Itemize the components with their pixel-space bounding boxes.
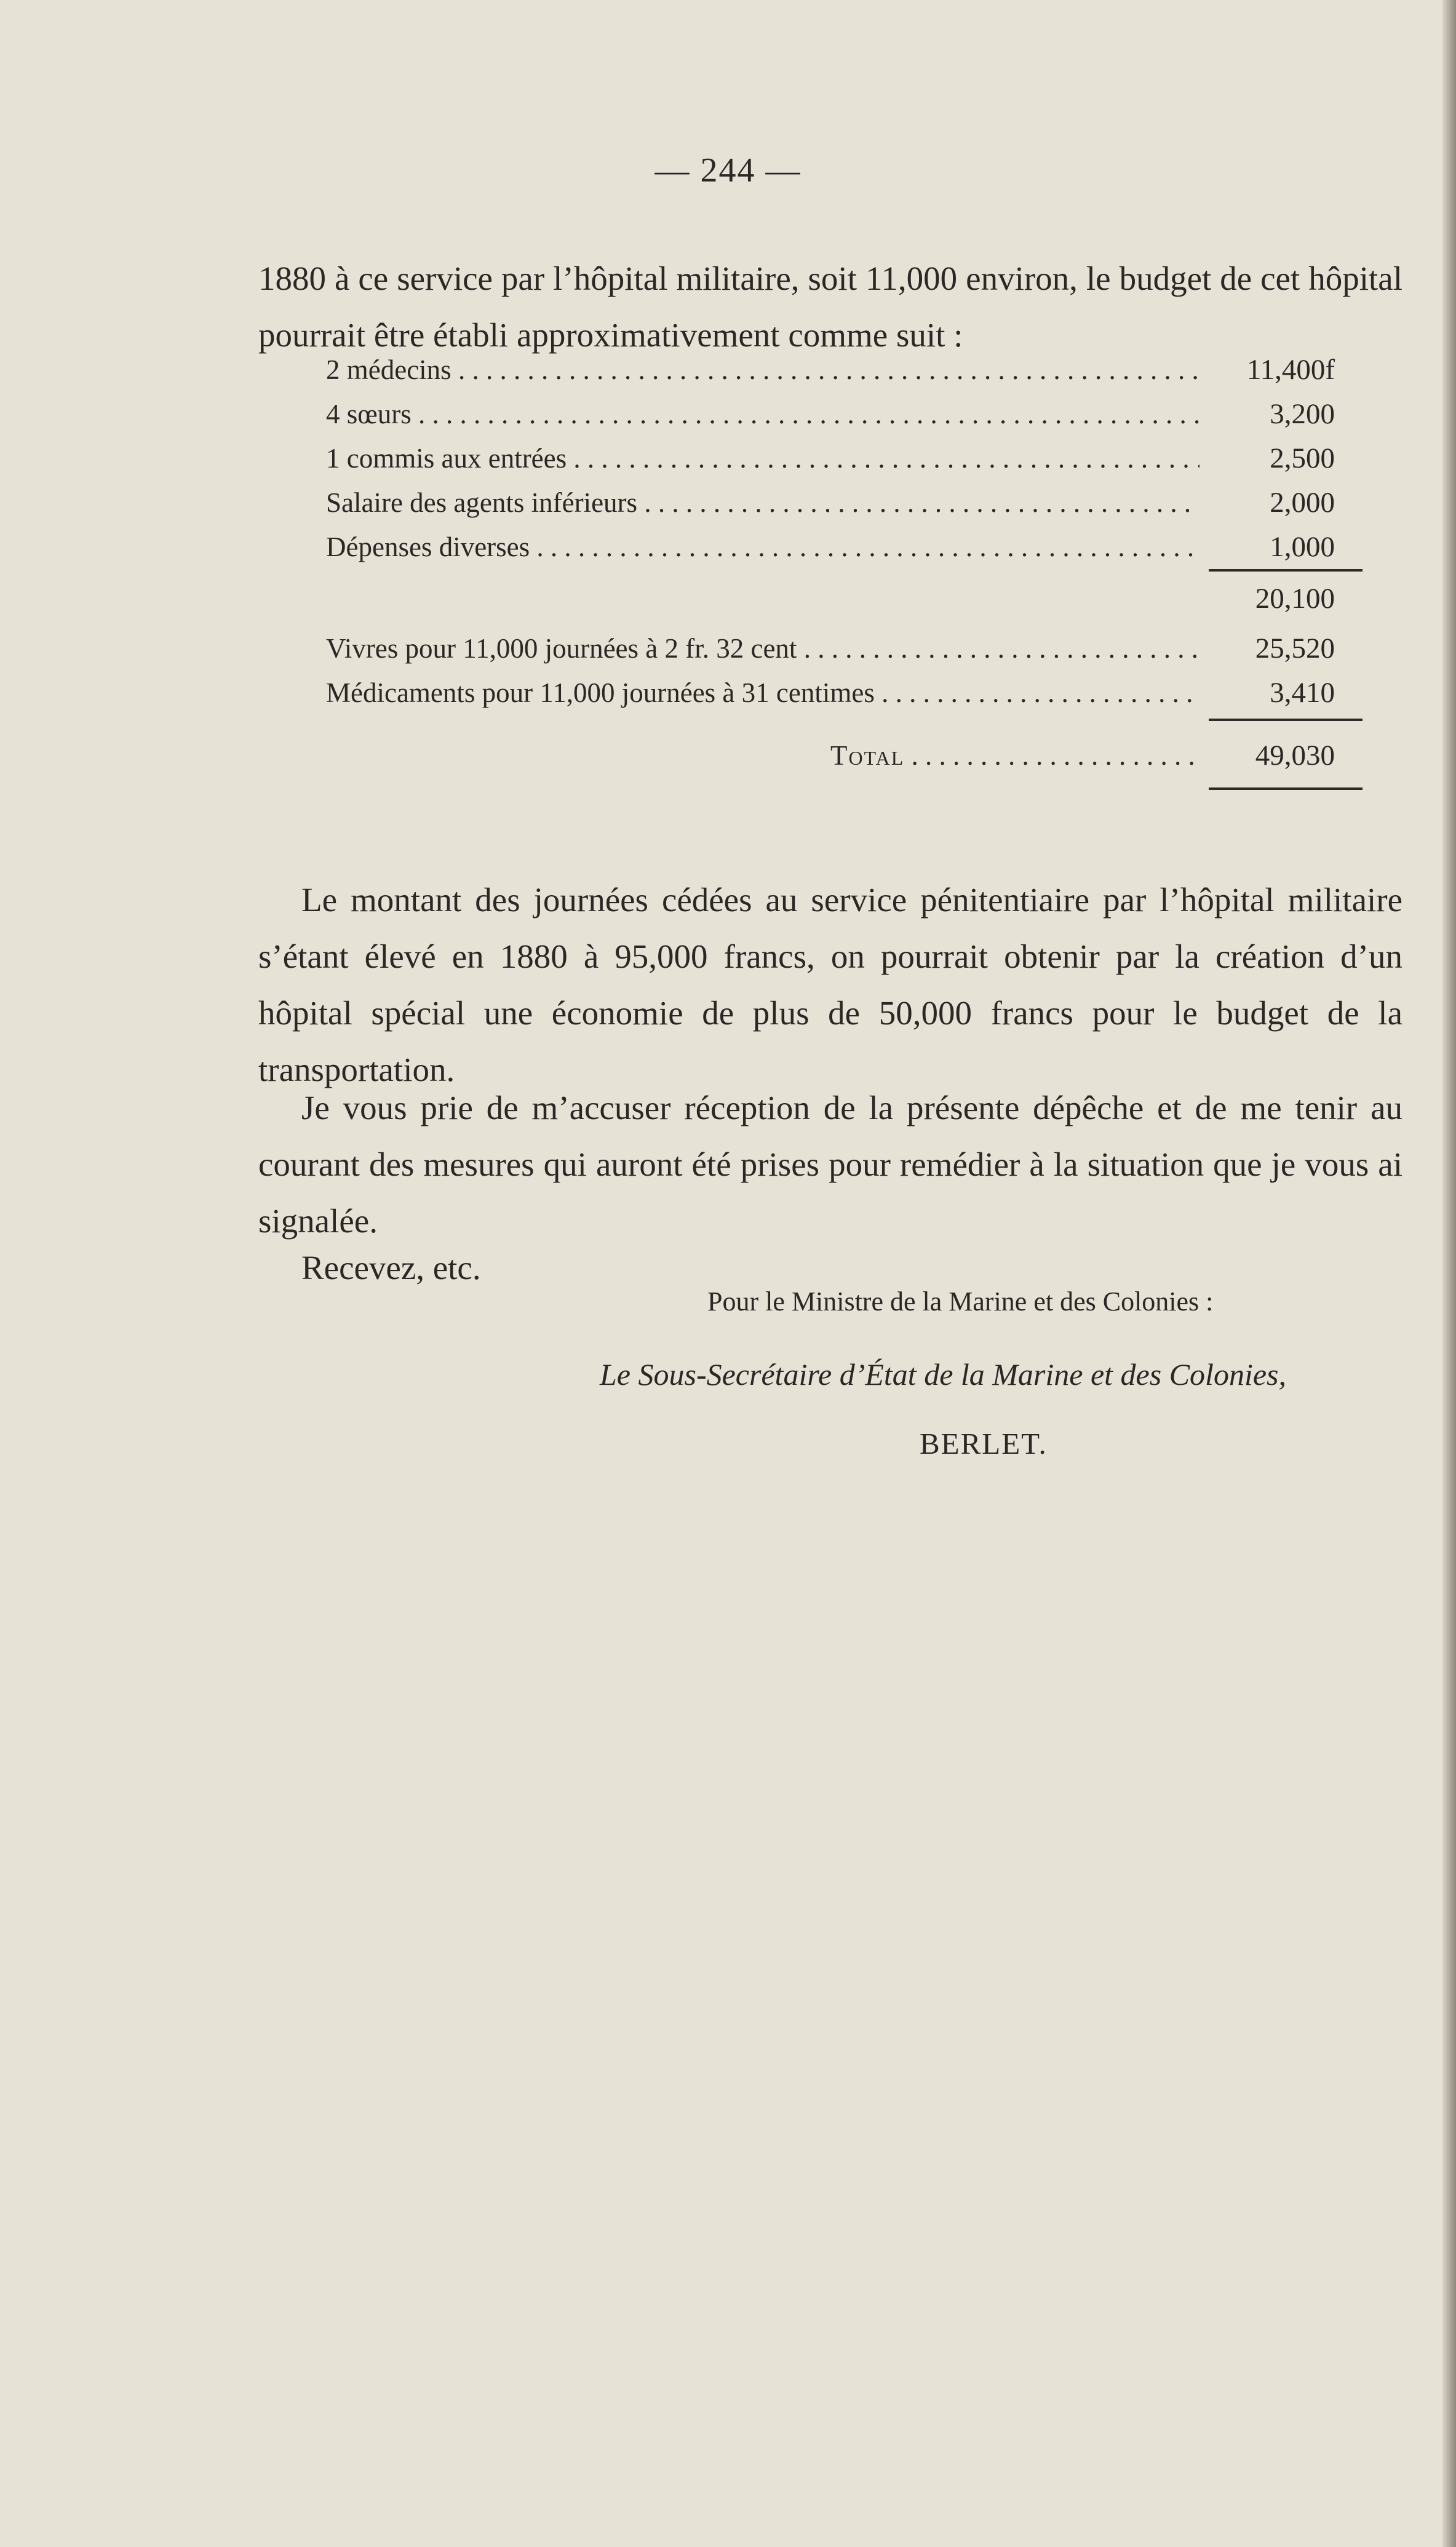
subtotal-amount: 20,100 xyxy=(1255,583,1335,615)
budget-label: 1 commis aux entrées . . . xyxy=(326,436,1199,480)
intro-paragraph: 1880 à ce service par l’hôpital militaire, soit 11,000 environ, le budget de cet hôpital pourrait être établi approximativement comme suit : xyxy=(258,260,1402,354)
subtotal-rule xyxy=(1209,569,1363,572)
total-rule-bottom xyxy=(1209,787,1363,790)
signature-name: BERLET. xyxy=(920,1427,1048,1461)
total-row xyxy=(326,733,1372,778)
closing-line: Recevez, etc. xyxy=(301,1249,481,1286)
budget-label: Vivres pour 11,000 journées à 2 fr. 32 cent . . . xyxy=(326,626,1199,671)
budget-row xyxy=(326,436,1372,480)
budget-label: 4 sœurs . . . xyxy=(326,392,1199,436)
budget-amount: 2,500 xyxy=(1270,442,1335,474)
total-amount: 49,030 xyxy=(1255,739,1335,771)
body-paragraph: Le montant des journées cédées au service pénitentiaire par l’hôpital militaire s’étant élevé en 1880 à 95,000 francs, on pourrait obtenir par la création d’un hôpital spécial une économie de plus de 50,000 francs pour le budget de la transportation. xyxy=(258,881,1402,1088)
total-rule-top xyxy=(1209,719,1363,721)
budget-label: Médicaments pour 11,000 journées à 31 centimes . . . xyxy=(326,671,1199,715)
budget-amount: 2,000 xyxy=(1270,487,1335,519)
budget-row xyxy=(326,348,1372,392)
budget-label: Dépenses diverses . . . xyxy=(326,525,1199,569)
budget-amount: 3,200 xyxy=(1270,398,1335,430)
budget-row xyxy=(326,626,1372,671)
budget-label: 2 médecins . . . xyxy=(326,348,1199,392)
budget-amount: 25,520 xyxy=(1255,632,1335,664)
budget-row xyxy=(326,480,1372,525)
page-number: — 244 — xyxy=(654,151,802,189)
budget-label: Salaire des agents inférieurs . . . xyxy=(326,480,1199,525)
total-label: Total . . . xyxy=(326,733,1199,778)
budget-amount: 1,000 xyxy=(1270,531,1335,563)
budget-row xyxy=(326,525,1372,569)
body-paragraph: Je vous prie de m’accuser réception de la présente dépêche et de me tenir au courant des mesures qui auront été prises pour remédier à la situation que je vous ai signalée. xyxy=(258,1089,1402,1240)
budget-amount: 11,400f xyxy=(1246,354,1335,386)
budget-row xyxy=(326,671,1372,715)
budget-amount: 3,410 xyxy=(1270,677,1335,709)
budget-row xyxy=(326,392,1372,436)
signature-title: Le Sous-Secrétaire d’État de la Marine et des Colonies, xyxy=(600,1357,1286,1392)
signature-on-behalf: Pour le Ministre de la Marine et des Colonies : xyxy=(707,1286,1214,1317)
